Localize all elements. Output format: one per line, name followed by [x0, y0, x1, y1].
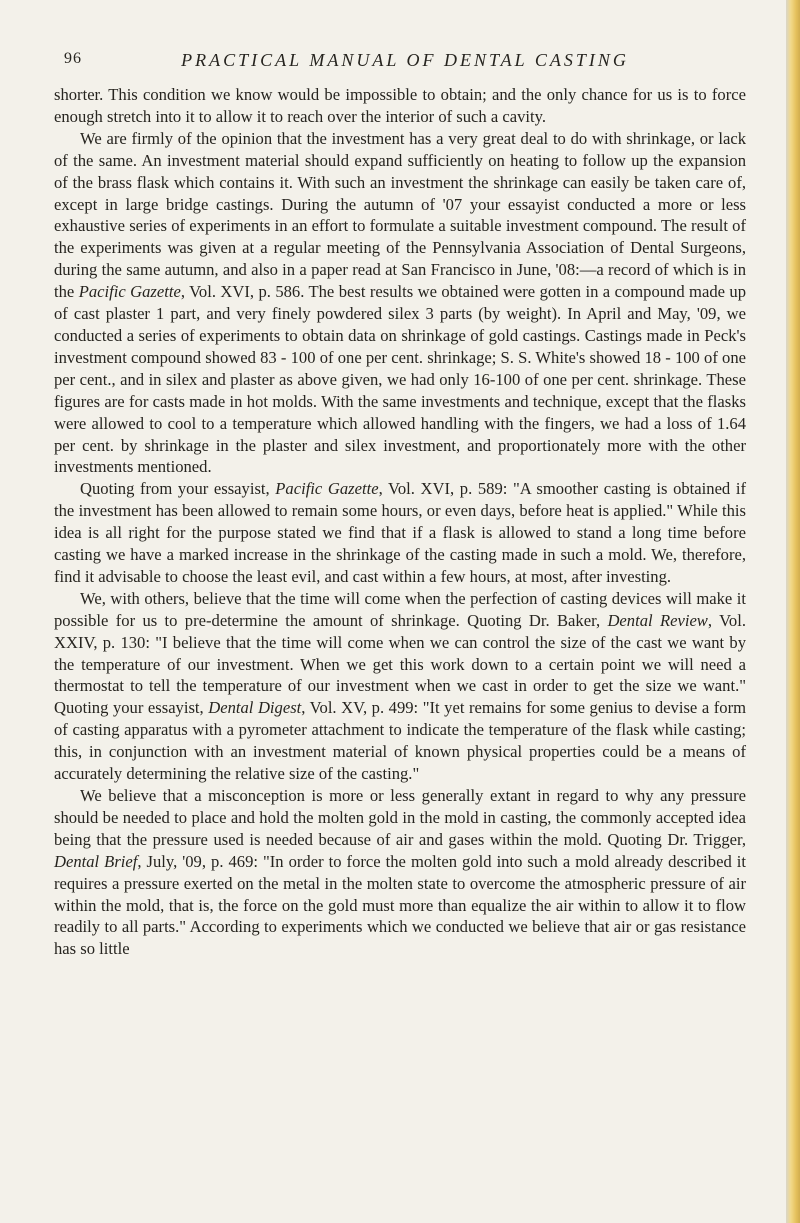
- body-text: [54, 84, 746, 960]
- text-run: , Vol. XXIV, p. 130: "I believe that the time will come when we can control the size of the cast we want by the temperature of our investment. When we get this work down to a certain point we will need a thermostat to tell the temperature of our investment when we cast in order to get the size we want." Quoting your essayist,: [54, 610, 746, 718]
- page-edge: [786, 0, 800, 1223]
- text-run: We are firmly of the opinion that the investment has a very great deal to do with shrinkage, or lack of the same. An investment material should expand sufficiently on heating to follow up the expansion of the brass flask which contains it. With such an investment the shrinkage can easily be taken care of, except in large bridge castings. During the autumn of '07 your essayist conducted a more or less exhaustive series of experiments in an effort to formulate a suitable investment compound. The result of the experiments was given at a regular meeting of the Pennsylvania Association of Dental Surgeons, during the same autumn, and also in a paper read at San Francisco in June, '08:—a record of which is in the: [54, 128, 746, 302]
- text-run: , Vol. XVI, p. 589: "A smoother casting is obtained if the investment has been allowed to remain some hours, or even days, before heat is applied." While this idea is all right for the purpose stated we find that if a flask is allowed to stand a long time before casting we have a marked increase in the shrinkage of the casting made in such a mold. We, therefore, find it advisable to choose the least evil, and cast within a few hours, at most, after investing.: [54, 479, 746, 586]
- italic-citation: Dental Review: [607, 610, 708, 630]
- running-title: PRACTICAL MANUAL OF DENTAL CASTING: [181, 50, 629, 70]
- paragraph: [54, 478, 746, 588]
- italic-citation: Dental Digest: [208, 698, 302, 718]
- text-run: We, with others, believe that the time will come when the perfection of casting devices will make it possible for us to pre-determine the amount of shrinkage. Quoting Dr. Baker,: [54, 588, 746, 630]
- italic-citation: Dental Brief: [54, 851, 138, 871]
- paragraph: [54, 84, 746, 128]
- italic-citation: Pacific Gazette: [78, 282, 181, 302]
- paragraph: [54, 588, 746, 785]
- text-run: Quoting from your essayist,: [80, 479, 276, 499]
- text-run: , Vol. XVI, p. 586. The best results we obtained were gotten in a compound made up of cast plaster 1 part, and very finely powdered silex 3 parts (by weight). In April and May, '09, we conducted a series of experiments to obtain data on shrinkage of gold castings. Castings made in Peck's investment compound showed 83 - 100 of one per cent. shrinkage; S. S. White's showed 18 - 100 of one per cent., and in silex and plaster as above given, we had only 16-100 of one per cent. shrinkage. These figures are for casts made in hot molds. With the same investments and technique, except that the flasks were allowed to cool to a temperature which allowed handling with the fingers, we had a loss of 1.64 per cent. by shrinkage in the plaster and silex investment, and proportionately more with the other investments mentioned.: [54, 282, 747, 477]
- text-run: We believe that a misconception is more or less generally extant in regard to why any pressure should be needed to place and hold the molten gold in the mold in casting, the commonly accepted idea being that the pressure used is needed because of air and gases within the mold. Quoting Dr. Trigger,: [54, 786, 746, 849]
- page-header: [64, 50, 746, 80]
- paragraph: [54, 785, 746, 960]
- text-run: shorter. This condition we know would be impossible to obtain; and the only chance for us is to force enough stretch into it to allow it to reach over the interior of such a cavity.: [54, 85, 746, 126]
- italic-citation: Pacific Gazette: [275, 479, 379, 499]
- text-run: , Vol. XV, p. 499: "It yet remains for some genius to devise a form of casting apparatus with a pyrometer attachment to indicate the temperature of the flask while casting; this, in conjunction with an investment material of known physical properties could be a means of accurately determining the relative size of the casting.": [54, 698, 746, 784]
- text-run: , July, '09, p. 469: "In order to force the molten gold into such a mold already described it requires a pressure exerted on the metal in the molten state to overcome the atmospheric pressure of air within the mold, that is, the force on the gold must more than equalize the air within to allow it to flow readily to all parts." According to experiments which we conducted we believe that air or gas resistance has so little: [54, 851, 746, 959]
- page-number: 96: [64, 50, 82, 67]
- paragraph: [54, 128, 746, 479]
